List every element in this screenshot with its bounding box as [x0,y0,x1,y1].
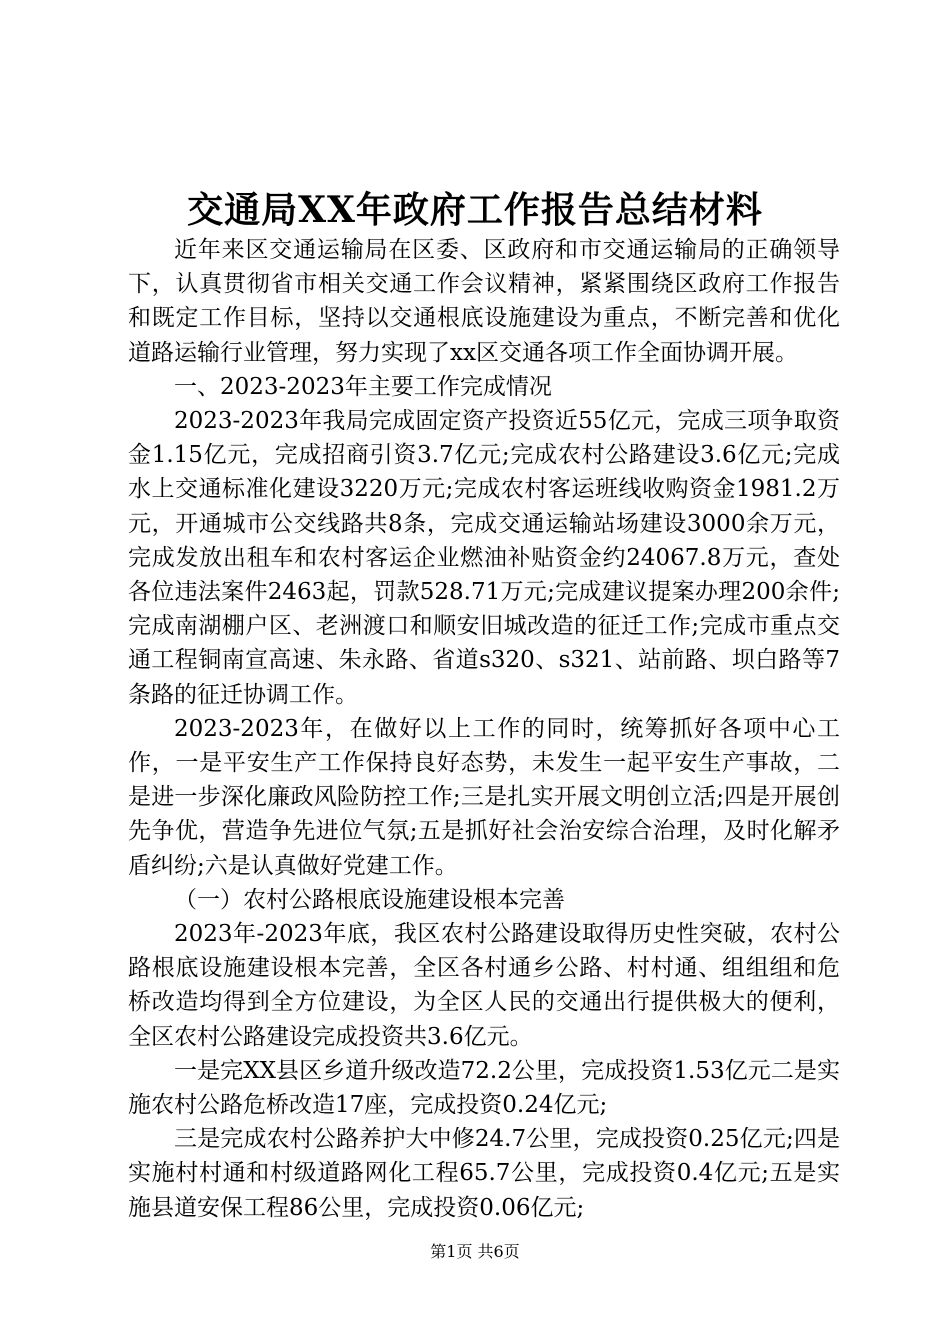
document-title: 交通局XX年政府工作报告总结材料 [187,189,763,231]
section-heading: 一、2023-2023年主要工作完成情况 [174,373,552,400]
intro-paragraph: 近年来区交通运输局在区委、区政府和市交通运输局的正确领导下，认真贯彻省市相关交通工作会议精神，紧紧围绕区政府工作报告和既定工作目标，坚持以交通根底设施建设为重点，不断完善和优化道路运输行业管理，努力实现了xx区交通各项工作全面协调开展。 [128,237,840,366]
paragraph: 2023-2023年我局完成固定资产投资近55亿元，完成三项争取资金1.15亿元，完成招商引资3.7亿元;完成农村公路建设3.6亿元;完成水上交通标准化建设3220万元;完成农村客运班线收购资金1981.2万元，开通城市公交线路共8条，完成交通运输站场建设3000余万元，完成发放出租车和农村客运企业燃油补贴资金约24067.8万元，查处各位违法案件2463起，罚款528.71万元;完成建议提案办理200余件;完成南湖棚户区、老洲渡口和顺安旧城改造的征迁工作;完成市重点交通工程铜南宣高速、朱永路、省道s320、s321、站前路、坝白路等7条路的征迁协调工作。 [128,408,840,708]
paragraph: 一是完XX县区乡道升级改造72.2公里，完成投资1.53亿元二是实施农村公路危桥改造17座，完成投资0.24亿元; [128,1057,840,1119]
paragraph: 2023-2023年，在做好以上工作的同时，统筹抓好各项中心工作，一是平安生产工作保持良好态势，未发生一起平安生产事故，二是进一步深化廉政风险防控工作;三是扎实开展文明创立活;四是开展创先争优，营造争先进位气氛;五是抓好社会治安综合治理，及时化解矛盾纠纷;六是认真做好党建工作。 [128,715,840,879]
paragraph: 2023年-2023年底，我区农村公路建设取得历史性突破，农村公路根底设施建设根本完善，全区各村通乡公路、村村通、组组组和危桥改造均得到全方位建设，为全区人民的交通出行提供极大的便利，全区农村公路建设完成投资共3.6亿元。 [128,921,840,1050]
page-footer: 第1页 共6页 [430,1242,520,1261]
subsection-heading: （一）农村公路根底设施建设根本完善 [174,886,565,913]
paragraph: 三是完成农村公路养护大中修24.7公里，完成投资0.25亿元;四是实施村村通和村级道路网化工程65.7公里，完成投资0.4亿元;五是实施县道安保工程86公里，完成投资0.06亿元; [128,1126,840,1221]
document-body [128,233,840,1225]
